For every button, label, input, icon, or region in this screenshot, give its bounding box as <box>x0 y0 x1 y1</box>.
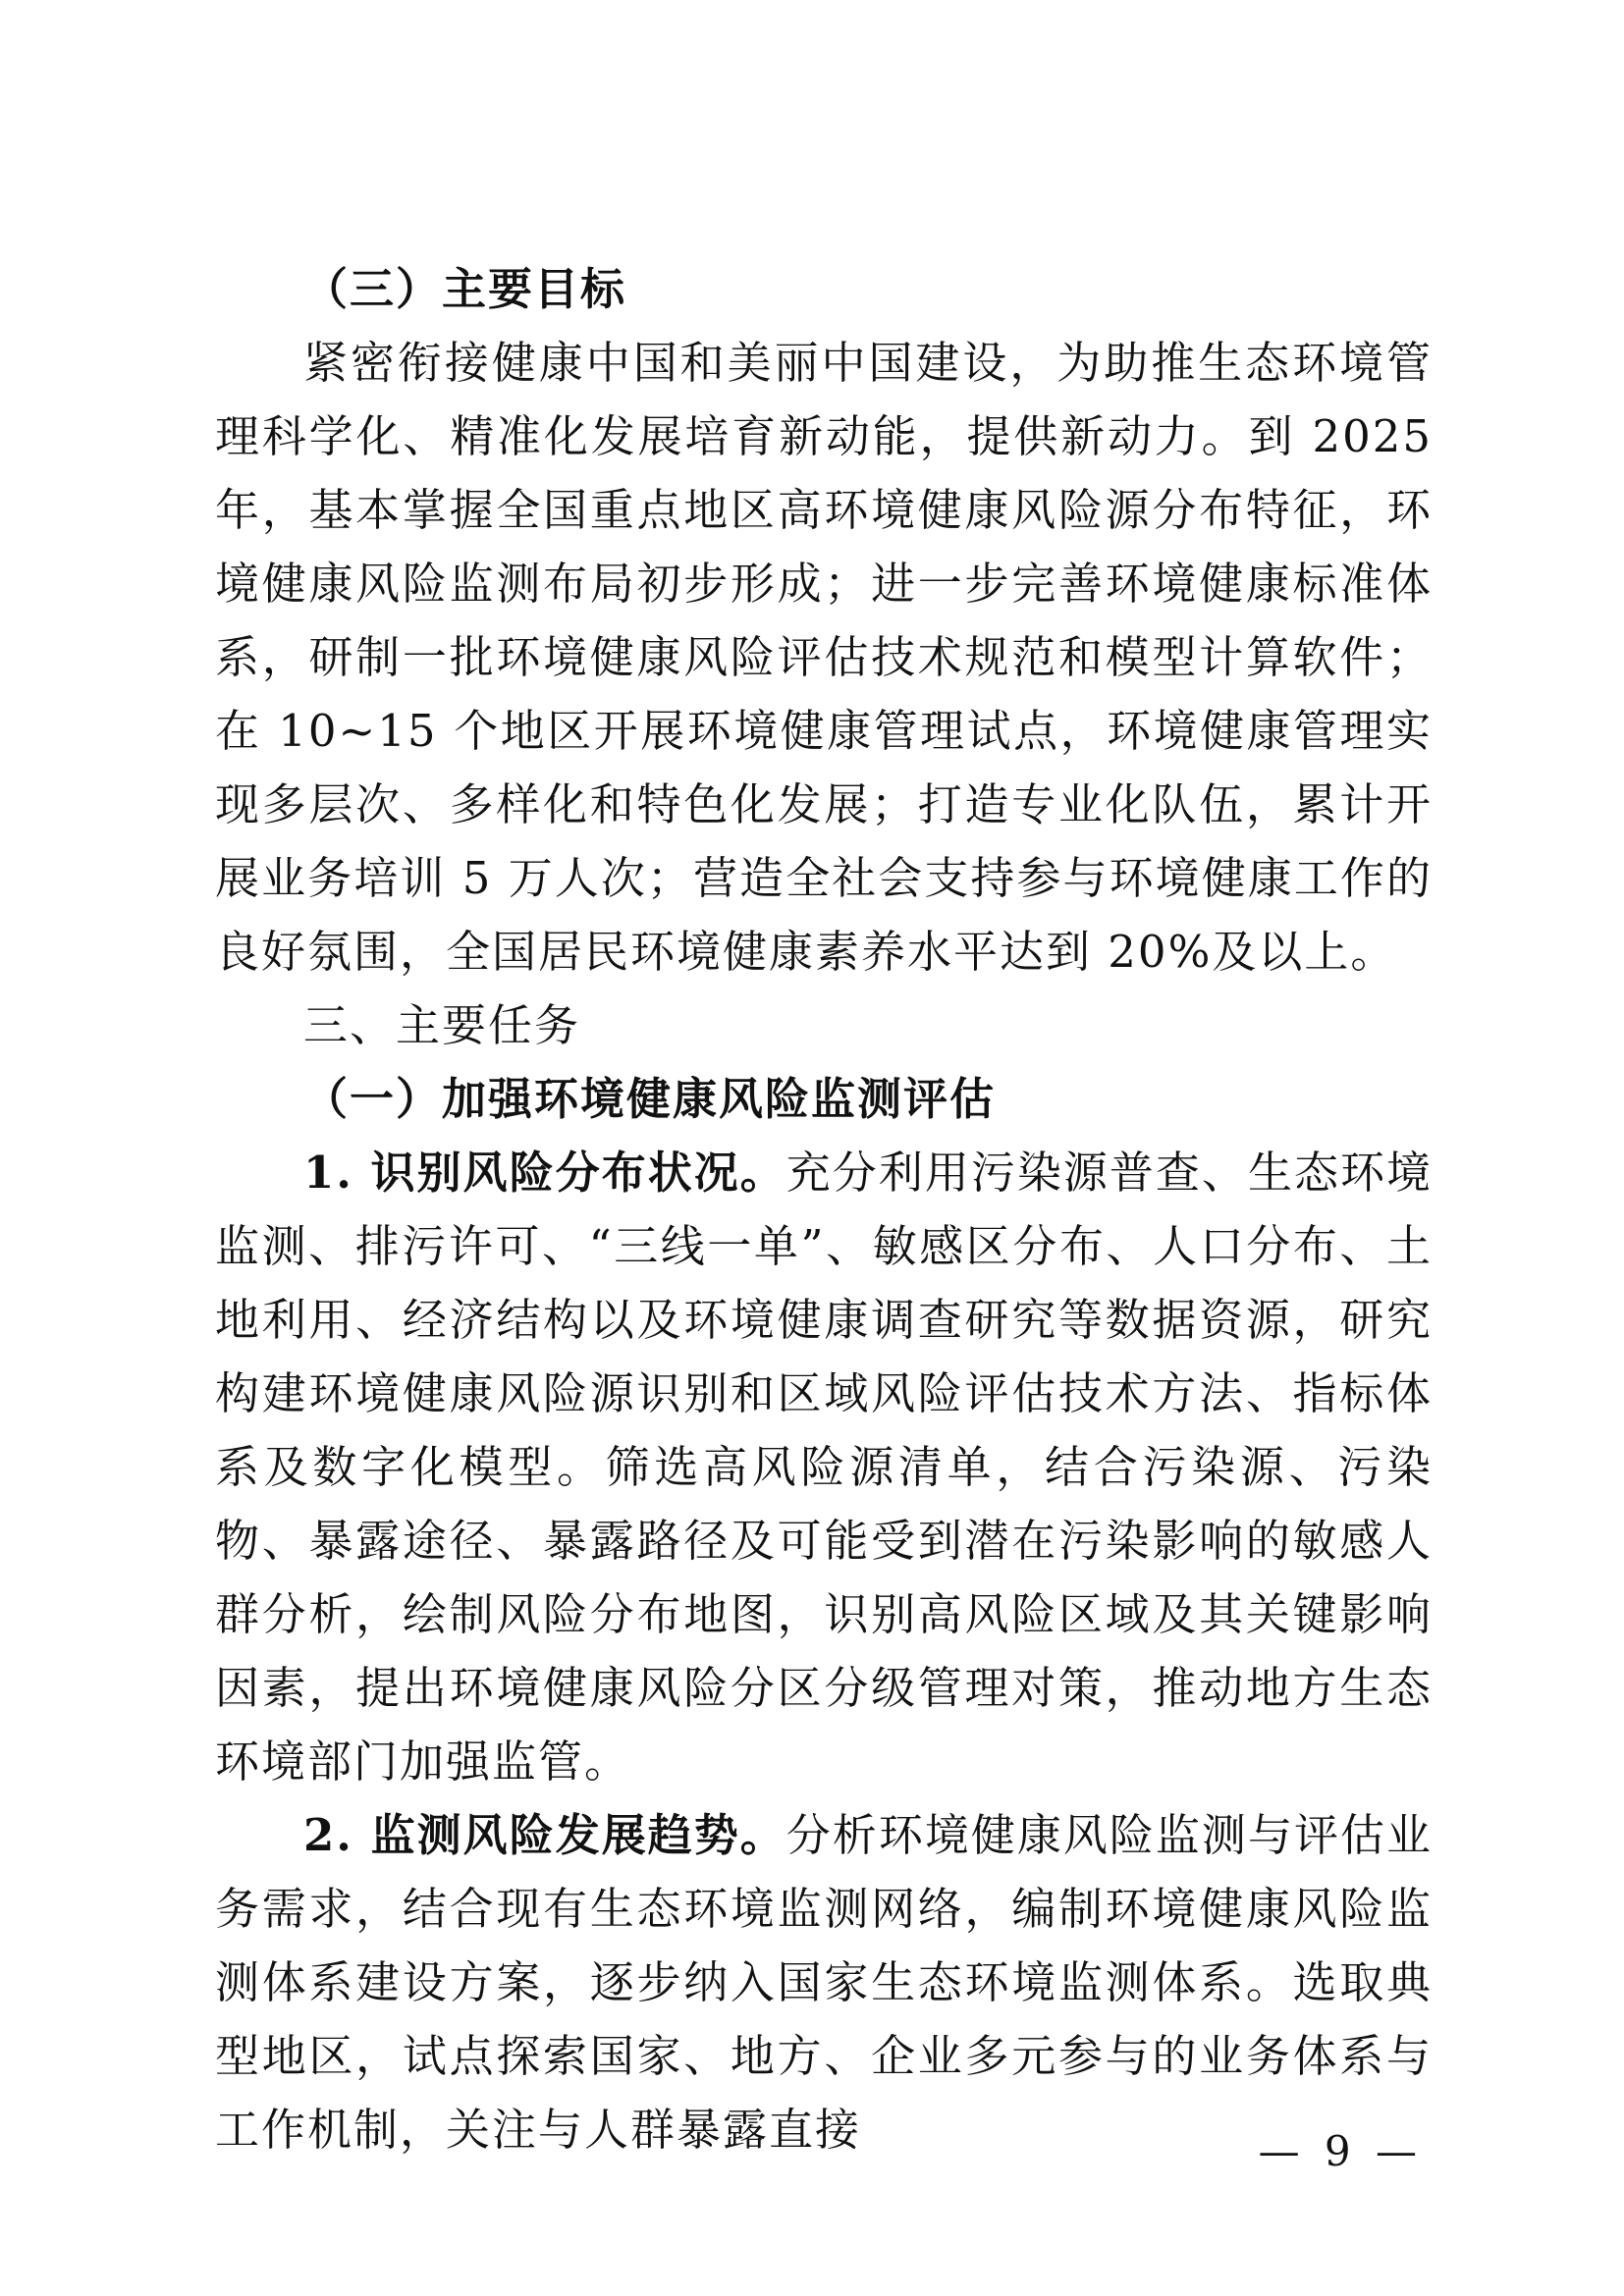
body-text <box>215 252 1433 2166</box>
subsection-heading-risk-monitoring: （一）加强环境健康风险监测评估 <box>303 1073 997 1125</box>
item-2-text: 分析环境健康风险监测与评估业务需求，结合现有生态环境监测网络，编制环境健康风险监测体系建设方案，逐步纳入国家生态环境监测体系。选取典型地区，试点探索国家、地方、企业多元参与的业务体系与工作机制，关注与人群暴露直接 <box>215 1809 1433 2156</box>
item-1-paragraph <box>215 1136 1433 1798</box>
item-1-lead: 1. 识别风险分布状况。 <box>303 1147 786 1199</box>
section-heading-main-tasks: 三、主要任务 <box>303 999 581 1051</box>
section-heading-goals: （三）主要目标 <box>303 263 627 315</box>
item-2-paragraph <box>215 1798 1433 2166</box>
page-number: — 9 — <box>1258 2127 1423 2175</box>
goals-paragraph: 紧密衔接健康中国和美丽中国建设，为助推生态环境管理科学化、精准化发展培育新动能，提供新动力。到 2025 年，基本掌握全国重点地区高环境健康风险源分布特征，环境健康风险监测布局初步形成；进一步完善环境健康标准体系，研制一批环境健康风险评估技术规范和模型计算软件；在 10~15 个地区开展环境健康管理试点，环境健康管理实现多层次、多样化和特色化发展；打造专业化队伍，累计开展业务培训 5 万人次；营造全社会支持参与环境健康工作的良好氛围，全国居民环境健康素养水平达到 20%及以上。 <box>215 337 1433 978</box>
item-2-lead: 2. 监测风险发展趋势。 <box>303 1809 786 1861</box>
item-1-text: 充分利用污染源普查、生态环境监测、排污许可、“三线一单”、敏感区分布、人口分布、土地利用、经济结构以及环境健康调查研究等数据资源，研究构建环境健康风险源识别和区域风险评估技术方法、指标体系及数字化模型。筛选高风险源清单，结合污染源、污染物、暴露途径、暴露路径及可能受到潜在污染影响的敏感人群分析，绘制风险分布地图，识别高风险区域及其关键影响因素，提出环境健康风险分区分级管理对策，推动地方生态环境部门加强监管。 <box>215 1147 1433 1788</box>
